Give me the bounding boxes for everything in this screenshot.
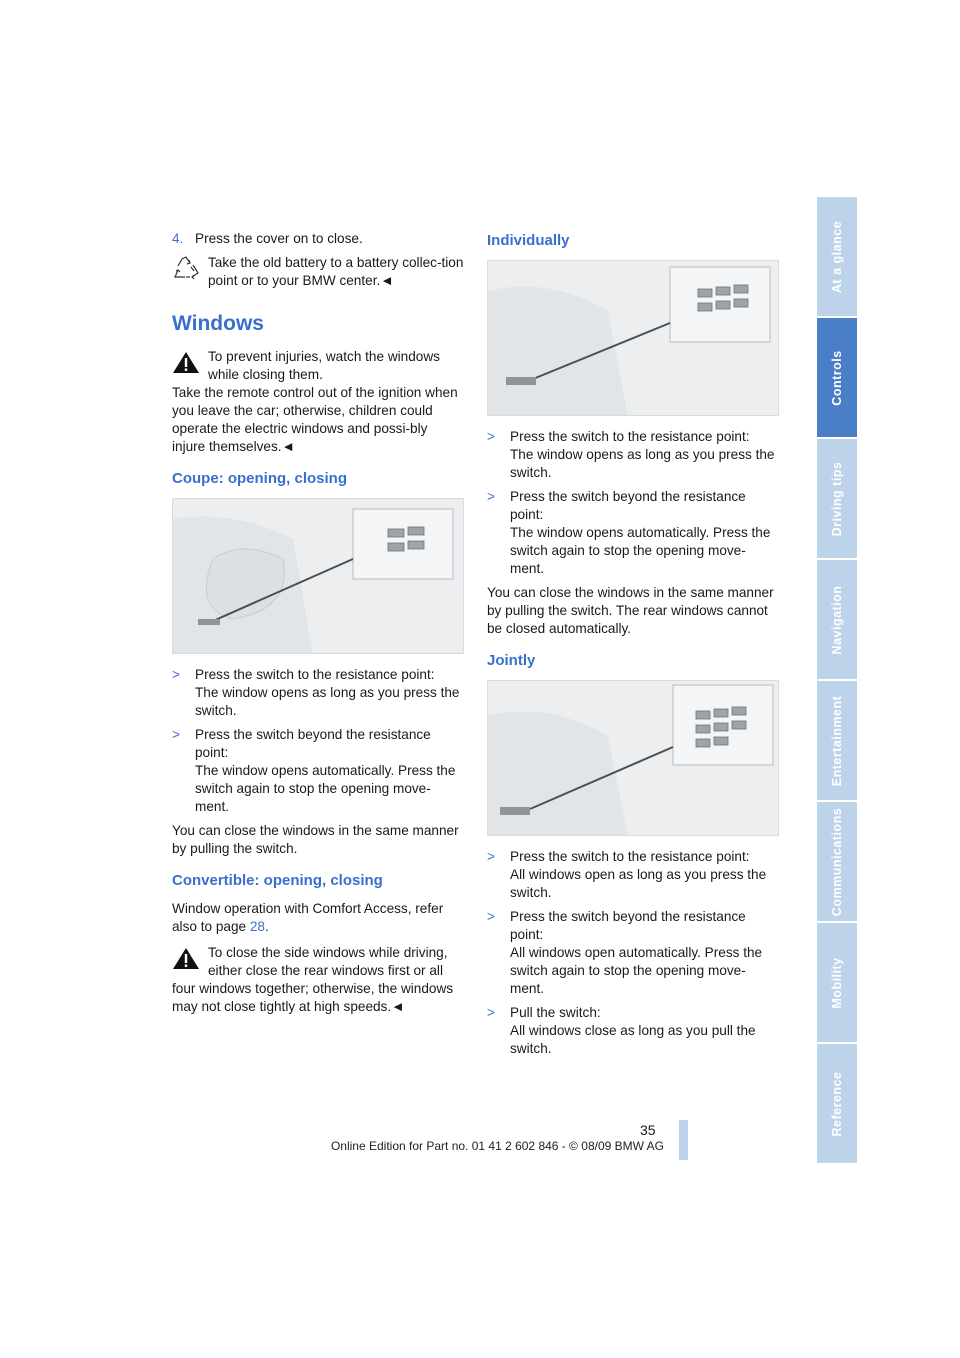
coupe-heading: Coupe: opening, closing — [172, 470, 347, 487]
tab-entertainment[interactable] — [817, 681, 857, 800]
list-item — [487, 1004, 779, 1058]
tab-communications[interactable] — [817, 802, 857, 921]
list-item — [487, 488, 779, 578]
coupe-close-text: You can close the windows in the same manner by pulling the switch. — [172, 823, 459, 856]
bullet-text: Press the switch to the resistance point: The window opens as long as you press the switch. — [510, 429, 775, 480]
warning-icon — [172, 350, 200, 374]
step-number: 4. — [172, 231, 184, 246]
bullet-mark: > — [172, 667, 180, 682]
tab-label: Controls — [830, 349, 844, 406]
tab-label: Driving tips — [830, 461, 844, 536]
tab-label: Entertainment — [830, 695, 844, 786]
individually-close-text: You can close the windows in the same manner by pulling the switch. The rear windows cannot be closed automatically. — [487, 585, 774, 636]
tab-reference[interactable] — [817, 1044, 857, 1163]
tab-label: Communications — [830, 807, 844, 916]
jointly-switch-photo — [487, 680, 779, 836]
bullet-text: Press the switch beyond the resistance point: The window opens automatically. Press the switch again to stop the opening move-ment. — [195, 727, 456, 814]
jointly-bullets — [487, 848, 779, 1058]
bullet-text: Press the switch beyond the resistance point: The window opens automatically. Press the switch again to stop the opening move-ment. — [510, 489, 771, 576]
list-item — [487, 848, 779, 902]
warning-2-text: four windows together; otherwise, the windows may not close tightly at high speeds.◄ — [172, 981, 454, 1014]
bullet-text: Press the switch beyond the resistance point: All windows open automatically. Press the switch again to stop the opening move-ment. — [510, 909, 763, 996]
jointly-heading: Jointly — [487, 652, 536, 669]
bullet-mark: > — [487, 849, 495, 864]
tab-driving-tips[interactable] — [817, 439, 857, 558]
left-column — [172, 230, 464, 1024]
step-text: Press the cover on to close. — [195, 231, 363, 246]
bullet-mark: > — [487, 429, 495, 444]
list-item — [172, 666, 464, 720]
bullet-text: Press the switch to the resistance point: All windows open as long as you press the switch. — [510, 849, 767, 900]
convertible-heading: Convertible: opening, closing — [172, 872, 383, 889]
individually-heading: Individually — [487, 232, 570, 249]
list-item — [487, 428, 779, 482]
bullet-mark: > — [172, 727, 180, 742]
warning-note-2 — [172, 944, 464, 1016]
list-item — [487, 908, 779, 998]
convertible-text-post: . — [264, 919, 269, 934]
tab-navigation[interactable] — [817, 560, 857, 679]
tab-at-a-glance[interactable] — [817, 197, 857, 316]
warning-1-lead: To prevent injuries, watch the windows while closing them. — [208, 349, 440, 382]
list-item — [172, 726, 464, 816]
windows-heading: Windows — [172, 312, 264, 335]
tab-label: Mobility — [830, 956, 844, 1009]
bullet-text: Press the switch to the resistance point: The window opens as long as you press the switch. — [195, 667, 460, 718]
recycle-icon — [172, 256, 200, 280]
tab-controls[interactable] — [817, 318, 857, 437]
footer-text: Online Edition for Part no. 01 41 2 602 846 - © 08/09 BMW AG — [330, 1139, 664, 1153]
bullet-mark: > — [487, 1005, 495, 1020]
footer-bar — [679, 1120, 688, 1160]
warning-note-1 — [172, 348, 464, 456]
warning-2-lead: To close the side windows while driving, either close the rear windows first or all — [208, 945, 448, 978]
recycle-note-text: Take the old battery to a battery collec-tion point or to your BMW center.◄ — [208, 255, 464, 288]
tab-label: Reference — [830, 1071, 844, 1136]
coupe-switch-photo — [172, 498, 464, 654]
recycle-note — [172, 254, 464, 290]
tab-label: At a glance — [830, 220, 844, 293]
convertible-text — [172, 900, 464, 936]
right-column — [487, 230, 779, 1064]
coupe-bullets — [172, 666, 464, 816]
warning-1-text: Take the remote control out of the ignition when you leave the car; otherwise, children could operate the electric windows and possi-bly injure themselves.◄ — [172, 385, 458, 454]
individually-bullets — [487, 428, 779, 578]
tab-label: Navigation — [830, 585, 844, 654]
individually-switch-photo — [487, 260, 779, 416]
chapter-tabs — [817, 197, 857, 1165]
step-4 — [172, 230, 464, 248]
bullet-mark: > — [487, 909, 495, 924]
convertible-text-pre: Window operation with Comfort Access, refer also to page — [172, 901, 444, 934]
page-link[interactable]: 28 — [249, 919, 265, 934]
page-number: 35 — [640, 1122, 656, 1138]
bullet-mark: > — [487, 489, 495, 504]
tab-mobility[interactable] — [817, 923, 857, 1042]
bullet-text: Pull the switch: All windows close as long as you pull the switch. — [510, 1005, 756, 1056]
warning-icon — [172, 946, 200, 970]
